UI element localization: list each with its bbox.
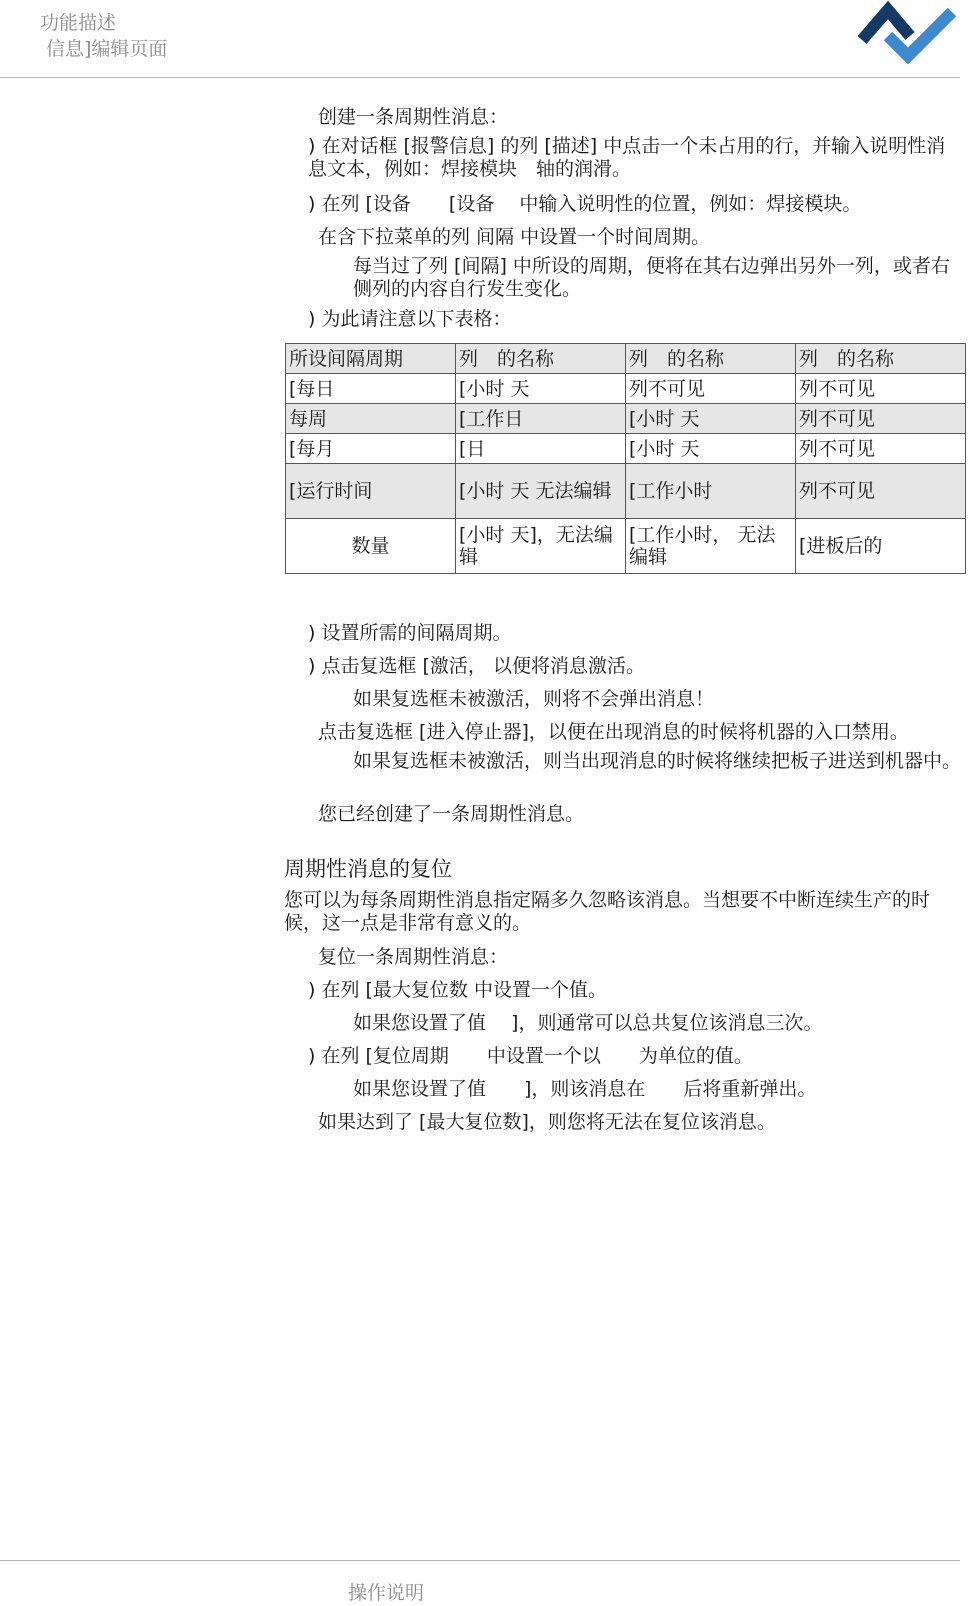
table-cell: [日 [456,434,626,464]
step-1: ) 在对话框 [报警信息] 的列 [描述] 中点击一个未占用的行，并输入说明性消息文本，例如：焊接模块 轴的润滑。 [308,135,946,180]
table-cell: [小时 天]，无法编辑 [456,519,626,574]
logo-dark-stroke [862,10,910,40]
table-cell: [每日 [286,374,456,404]
header-divider [0,77,960,78]
reset-note-1: 如果您设置了值 ]，则通常可以总共复位该消息三次。 [353,1012,823,1034]
reset-step-1: ) 在列 [最大复位数 中设置一个值。 [308,979,607,1001]
step-3: 在含下拉菜单的列 间隔 中设置一个时间周期。 [318,226,711,248]
reset-heading: 周期性消息的复位 [284,857,452,881]
table-cell: 列不可见 [796,464,966,519]
table-cell: 列不可见 [796,434,966,464]
table-cell: [工作日 [456,404,626,434]
table-header-row [286,344,966,374]
table-cell: [运行时间 [286,464,456,519]
table-header-cell: 列 的名称 [456,344,626,374]
table-cell: [小时 天 [626,404,796,434]
table-cell: 列不可见 [796,374,966,404]
header-subsection: 信息]编辑页面 [46,38,168,60]
note-1: 每当过了列 [间隔] 中所设的周期，便将在其右边弹出另外一列，或者右侧列的内容自行发生变化。 [353,255,950,300]
reset-note-2: 如果您设置了值 ]，则该消息在 后将重新弹出。 [353,1078,817,1100]
footer-text: 操作说明 [348,1582,425,1604]
table-cell: 每周 [286,404,456,434]
table-cell: [进板后的 [796,519,966,574]
table-row [286,404,966,434]
step-2: ) 在列 [设备 [设备 中输入说明性的位置，例如：焊接模块。 [308,193,862,215]
table-cell: [每月 [286,434,456,464]
after-note-1: 如果复选框未被激活，则将不会弹出消息！ [353,688,715,710]
interval-table [285,343,966,574]
done-line: 您已经创建了一条周期性消息。 [318,803,585,825]
table-header-cell: 列 的名称 [796,344,966,374]
table-cell: [小时 天 [626,434,796,464]
reset-last: 如果达到了 [最大复位数]，则您将无法在复位该消息。 [318,1111,776,1133]
footer-divider [0,1560,960,1561]
table-header-cell: 所设间隔周期 [286,344,456,374]
table-header-cell: 列 的名称 [626,344,796,374]
table-cell: 列不可见 [796,404,966,434]
header-section: 功能描述 [40,12,117,34]
reset-intro: 复位一条周期性消息： [318,946,509,968]
intro-line: 创建一条周期性消息： [318,106,509,128]
company-logo-icon [858,0,958,64]
table-row [286,464,966,519]
table-row [286,434,966,464]
reset-step-2: ) 在列 [复位周期 中设置一个以 为单位的值。 [308,1045,753,1067]
table-cell: [工作小时 [626,464,796,519]
table-intro: ) 为此请注意以下表格： [308,308,512,330]
reset-paragraph: 您可以为每条周期性消息指定隔多久忽略该消息。当想要不中断连续生产的时候，这一点是非常有意义的。 [284,889,931,934]
table-cell: 数量 [286,519,456,574]
after-step-3: 点击复选框 [进入停止器]，以便在出现消息的时候将机器的入口禁用。 [318,721,909,743]
after-step-1: ) 设置所需的间隔周期。 [308,622,512,644]
table-cell: [小时 天 [456,374,626,404]
table-row [286,374,966,404]
table-cell: 列不可见 [626,374,796,404]
table-cell: [小时 天 无法编辑 [456,464,626,519]
after-note-2: 如果复选框未被激活，则当出现消息的时候将继续把板子进送到机器中。 [353,750,962,772]
table-cell: [工作小时， 无法编辑 [626,519,796,574]
after-step-2: ) 点击复选框 [激活， 以便将消息激活。 [308,655,645,677]
table-row [286,519,966,574]
